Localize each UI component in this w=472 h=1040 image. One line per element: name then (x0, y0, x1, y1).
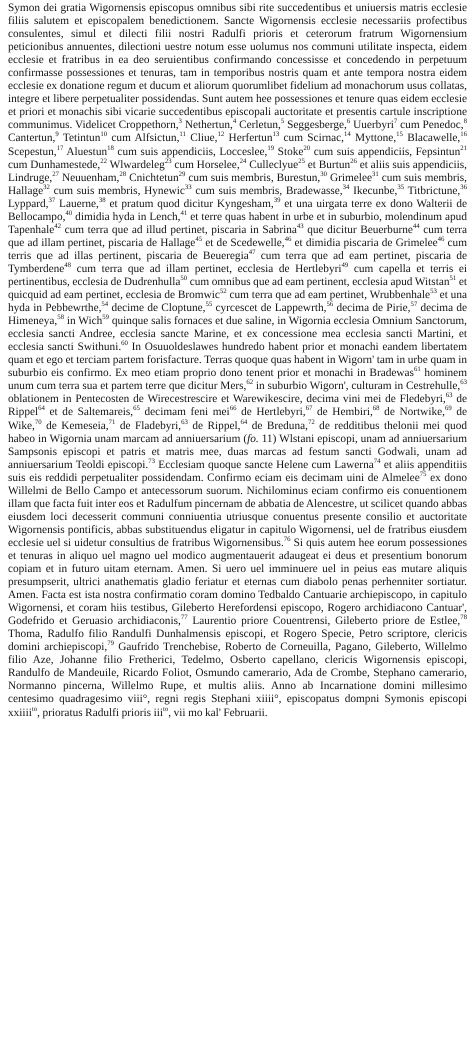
footnote-marker: 24 (239, 157, 247, 165)
footnote-marker: 16 (460, 131, 467, 139)
footnote-marker: 25 (298, 157, 305, 165)
footnote-marker: 56 (326, 301, 334, 309)
footnote-marker: 68 (372, 405, 380, 413)
footnote-marker: 69 (444, 405, 452, 413)
footnote-marker: 6 (346, 118, 351, 126)
footnote-marker: 21 (460, 144, 467, 152)
footnote-marker: 33 (184, 183, 192, 191)
footnote-marker: 28 (119, 170, 127, 178)
footnote-marker: 15 (396, 131, 403, 139)
footnote-marker: 52 (219, 288, 227, 296)
footnote-marker: 35 (397, 183, 405, 191)
footnote-marker: 73 (148, 457, 155, 465)
footnote-marker: 77 (180, 614, 188, 622)
footnote-marker: 70 (34, 418, 42, 426)
footnote-marker: 59 (102, 314, 110, 322)
footnote-marker: 65 (133, 405, 140, 413)
footnote-marker: 64 (240, 418, 248, 426)
footnote-marker: 37 (48, 196, 56, 204)
footnote-marker: 13 (272, 131, 280, 139)
folio-reference: fo. (247, 432, 259, 445)
footnote-marker: 31 (371, 170, 379, 178)
footnote-marker: 11 (179, 131, 186, 139)
footnote-marker: 36 (460, 183, 467, 191)
footnote-marker: 38 (98, 196, 106, 204)
footnote-marker: 54 (101, 301, 109, 309)
footnote-marker: 44 (412, 223, 420, 231)
footnote-marker: 66 (229, 405, 237, 413)
footnote-marker: 42 (54, 223, 62, 231)
footnote-marker: 53 (430, 288, 437, 296)
footnote-marker: 34 (342, 183, 350, 191)
footnote-marker: 26 (350, 157, 357, 165)
footnote-marker: 17 (56, 144, 64, 152)
footnote-marker: 58 (57, 314, 65, 322)
charter-paragraph: Symon dei gratia Wigornensis episcopus omnibus sibi rite succedentibus et uniuersis matris ecclesie filiis salutem et episcopalem benedictionem. Sancte Wigornensis ecclesie necessariis profectibus consulentes, simul et dilecti filii nostri Radulfi prioris et ceterorum fratrum Wigornensium peticionibus annuentes, dilectioni uestre notum esse uolumus nos communi utilitate inspecta, eidem ecclesie et fratribus in ea deo seruientibus confirmando concessisse et concedendo in perpetuum confirmasse possessiones et tenuras, tam in temporibus nostris quam et ante tempora nostra eidem ecclesie ex donatione regum et ducum et aliorum quorumlibet fidelium ad monachorum usus collatas, integre et libere perpetualiter possidendas. Sunt autem hee possessiones et tenure quas eidem ecclesie et priori et monachis sibi vicarie succedentibus episcopali auctoritate et presentis cartule inscriptione communimus. Videlicet Croppethorn,$^3$ Nethertun,$^4$ Cerletun,$^5$ Seggesberge,$^6$ Uuerbyri$^7$ cum Penedoc,$^8$ Cantertun,$^9$ Tetintun$^{10}$ cum Alfsictun,$^{11}$ Cliue,$^{12}$ Herfertun$^{13}$ cum Scirnac,$^{14}$ Myttone,$^{15}$ Blacawelle,$^{16}$ Scepestun,$^{17}$ Aluestun$^{18}$ cum suis appendiciis, Locceslee,$^{19}$ Stoke$^{20}$ cum suis appendiciis, Fepsintun$^{21}$ cum Dunhamestede,$^{22}$ Wlwardeleg$^{23}$ cum Horselee,$^{24}$ Culleclyue$^{25}$ et Burtun$^{26}$ et aliis suis appendiciis, Lindruge,$^{27}$ Neuuenham,$^{28}$ Cnichtetun$^{29}$ cum suis membris, Burestun,$^{30}$ Grimelee$^{31}$ cum suis membris, Hallage$^{32}$ cum suis membris, Hynewic$^{33}$ cum suis membris, Bradewasse,$^{34}$ Ikecunbe,$^{35}$ Titbrictune,$^{36}$ Lyppard,$^{37}$ Lauerne,$^{38}$ et pratum quod dicitur Kyngesham,$^{39}$ et una uirgata terre ex dono Walterii de Bellocampo,$^{40}$ dimidia hyda in Lench,$^{41}$ et terre quas habent in urbe et in suburbio, molendinum apud Tapenhale$^{42}$ cum terra que ad illud pertinet, piscaria in Sabrina$^{43}$ que dicitur Beuerburne$^{44}$ cum terra que ad illam pertinet, piscaria de Hallage$^{45}$ et de Scedewelle,$^{46}$ et dimidia piscaria de Grimelee$^{46}$ cum terris que ad illas pertinent, piscaria de Beueregia$^{47}$ cum terra que ad eam pertinet, piscaria de Tymberdene$^{48}$ cum terra que ad illam pertinet, ecclesia de Hertlebyri$^{49}$ cum capella et terris ei pertinentibus, ecclesia de Dudrenhulla$^{50}$ cum omnibus que ad eam pertinent, ecclesia apud Witstan$^{51}$ et quicquid ad eam pertinet, ecclesia de Bromwic$^{52}$ cum terra que ad eam pertinet, Wrubbenhale$^{53}$ et una hyda in Pebbewrthe,$^{54}$ decime de Cloptune,$^{55}$ cyrcescet de Lappewrth,$^{56}$ decima de Pirie,$^{57}$ decima de Himeneya,$^{58}$ in Wich$^{59}$ quinque salis fornaces et due saline, in Wigornia ecclesia Omnium Sanctorum, ecclesia sancti Andree, ecclesia sancte Marine, et ex concessione mea ecclesia sancti Martini, et ecclesia sancti Swithuni.$^{60}$ In Osuuoldeslawes hundredo habent prior et monachi eandem libertatem quam et ego et terciam partem forisfacture. Terras quoque quas habent in Wigorn' tam in urbe quam in suburbio eis confirmo. Ex meo etiam proprio dono tenent prior et monachi in Bradewas$^{61}$ hominem unum cum terra sua et partem terre que dicitur Mers,$^{62}$ in suburbio Wigorn', culturam in Cestrehulle,$^{63}$ oblationem in Pentecosten de Wirecestrescire et Warewikescire, decima vini mei de Fledebyri,$^{63}$ de Rippel$^{64}$ et de Saltemareis,$^{65}$ decimam feni mei$^{66}$ de Hertlebyri,$^{67}$ de Hembiri,$^{68}$ de Nortwike,$^{69}$ de Wike,$^{70}$ de Kemeseia,$^{71}$ de Fladebyri,$^{63}$ de Rippel,$^{64}$ de Breduna,$^{72}$ de redditibus thelonii mei quod habeo in Wigornia unam marcam ad anniuersarium (fo. 11) Wlstani episcopi, unam ad anniuersarium Sampsonis episcopi et patris et matris mee, duas marcas ad festum sancti Godwali, unam ad anniuersarium Teoldi episcopi.$^{73}$ Ecclesiam quoque sancte Helene cum Lawerna$^{74}$ et aliis appenditiis suis eis reddidi perpetualiter possidendam. Confirmo eciam eis decimam uini de Almelee$^{75}$ ex dono Willelmi de Bello Campo et antecessorum suorum. Nichilominus eciam confirmo eis conuentionem illam que facta fuit inter eos et Radulfum pincernam de abbatia de Alencestre, ut scilicet quando abbas eiusdem loci decesserit communi conniuentia utriusque conuentus presente consilio et auctoritate Wigornensis pontificis, abbas substituendus eligatur in capitulo Wigornensi, uel de fratribus eiusdem ecclesie uel si uidetur consultius de fratribus Wigornensibus.$^{76}$ Si quis autem hee eorum possessiones et tenuras in aliquo uel magno uel modico augmentauerit adaugeat ei deus et presentium bonorum copiam et in futuro uitam eternam. Amen. Si uero uel imminuere uel in peius eas mutare aliquis presumpserit, ultrici anathematis gladio feriatur et eternas cum diabolo penas perhenniter sortiatur. Amen. Facta est ista nostra confirmatio coram domino Tedbaldo Cantuarie archiepiscopo, in capitulo Wigornensi, et coram hiis testibus, Gileberto Herefordensi episcopo, Rogero archidiacono Cantuar', Godefrido et Geruasio archidiaconis,$^{77}$ Laurentio priore Couentrensi, Gileberto priore de Estlee,$^{78}$ Thoma, Radulfo filio Randulfi Dunhalmensis episcopi, et Rogero Specie, Petro scriptore, clericis domini archiepiscopi,$^{79}$ Gaufrido Trenchebise, Roberto de Corneuilla, Pagano, Gileberto, Willelmo filio Aze, Johanne filio Fretherici, Tedelmo, Osberto capellano, clericis Wigornensis episcopi, Randulfo de Mandeuile, Ricardo Foliot, Osmundo camerario, Ada de Crombe, Stephano camerario, Normanno pincerna, Willelmo Rupe, et multis aliis. Anno ab Incarnatione domini millesimo centesimo quadragesimo viii°, regni regis Stephani xiiii°, episcopatus dompni Symonis episcopi xxiiii$^{to}$, prioratus Radulfi prioris iii$^{to}$, vii mo kal' Februarii. (8, 2, 468, 719)
footnote-marker: 71 (108, 418, 116, 426)
ordinal-suffix: to (163, 705, 169, 713)
footnote-marker: 12 (217, 131, 225, 139)
footnote-marker: 75 (419, 470, 427, 478)
footnote-marker: 63 (181, 418, 188, 426)
footnote-marker: 32 (43, 183, 50, 191)
footnote-marker: 64 (38, 405, 45, 413)
footnote-marker: 79 (107, 640, 115, 648)
footnote-marker: 51 (449, 275, 457, 283)
footnote-marker: 50 (180, 275, 188, 283)
footnote-marker: 76 (283, 536, 291, 544)
footnote-marker: 27 (52, 170, 59, 178)
footnote-marker: 9 (55, 131, 59, 139)
footnote-marker: 46 (284, 236, 292, 244)
footnote-marker: 10 (100, 131, 108, 139)
footnote-marker: 29 (178, 170, 186, 178)
footnote-marker: 14 (343, 131, 351, 139)
footnote-marker: 23 (164, 157, 172, 165)
footnote-marker: 41 (180, 209, 188, 217)
footnote-marker: 5 (280, 118, 285, 126)
footnote-marker: 40 (65, 209, 73, 217)
footnote-marker: 55 (205, 301, 213, 309)
footnote-marker: 63 (445, 392, 453, 400)
footnote-marker: 78 (460, 614, 468, 622)
footnote-marker: 8 (463, 118, 467, 126)
footnote-marker: 19 (267, 144, 275, 152)
footnote-marker: 39 (273, 196, 281, 204)
footnote-marker: 48 (64, 262, 72, 270)
footnote-marker: 46 (437, 236, 445, 244)
footnote-marker: 47 (248, 249, 256, 257)
footnote-marker: 30 (320, 170, 327, 178)
footnote-marker: 4 (232, 118, 237, 126)
footnote-marker: 7 (393, 118, 398, 126)
footnote-marker: 60 (121, 340, 128, 348)
footnote-marker: 57 (410, 301, 418, 309)
footnote-marker: 61 (413, 366, 421, 374)
footnote-marker: 18 (107, 144, 114, 152)
footnote-marker: 63 (460, 379, 467, 387)
footnote-marker: 49 (341, 262, 349, 270)
footnote-marker: 67 (305, 405, 313, 413)
footnote-marker: 45 (195, 236, 203, 244)
footnote-marker: 20 (303, 144, 311, 152)
footnote-marker: 43 (296, 223, 304, 231)
ordinal-suffix: to (31, 705, 38, 713)
footnote-marker: 62 (246, 379, 254, 387)
footnote-marker: 22 (100, 157, 107, 165)
footnote-marker: 74 (373, 457, 381, 465)
footnote-marker: 72 (307, 418, 315, 426)
footnote-marker: 3 (178, 118, 182, 126)
